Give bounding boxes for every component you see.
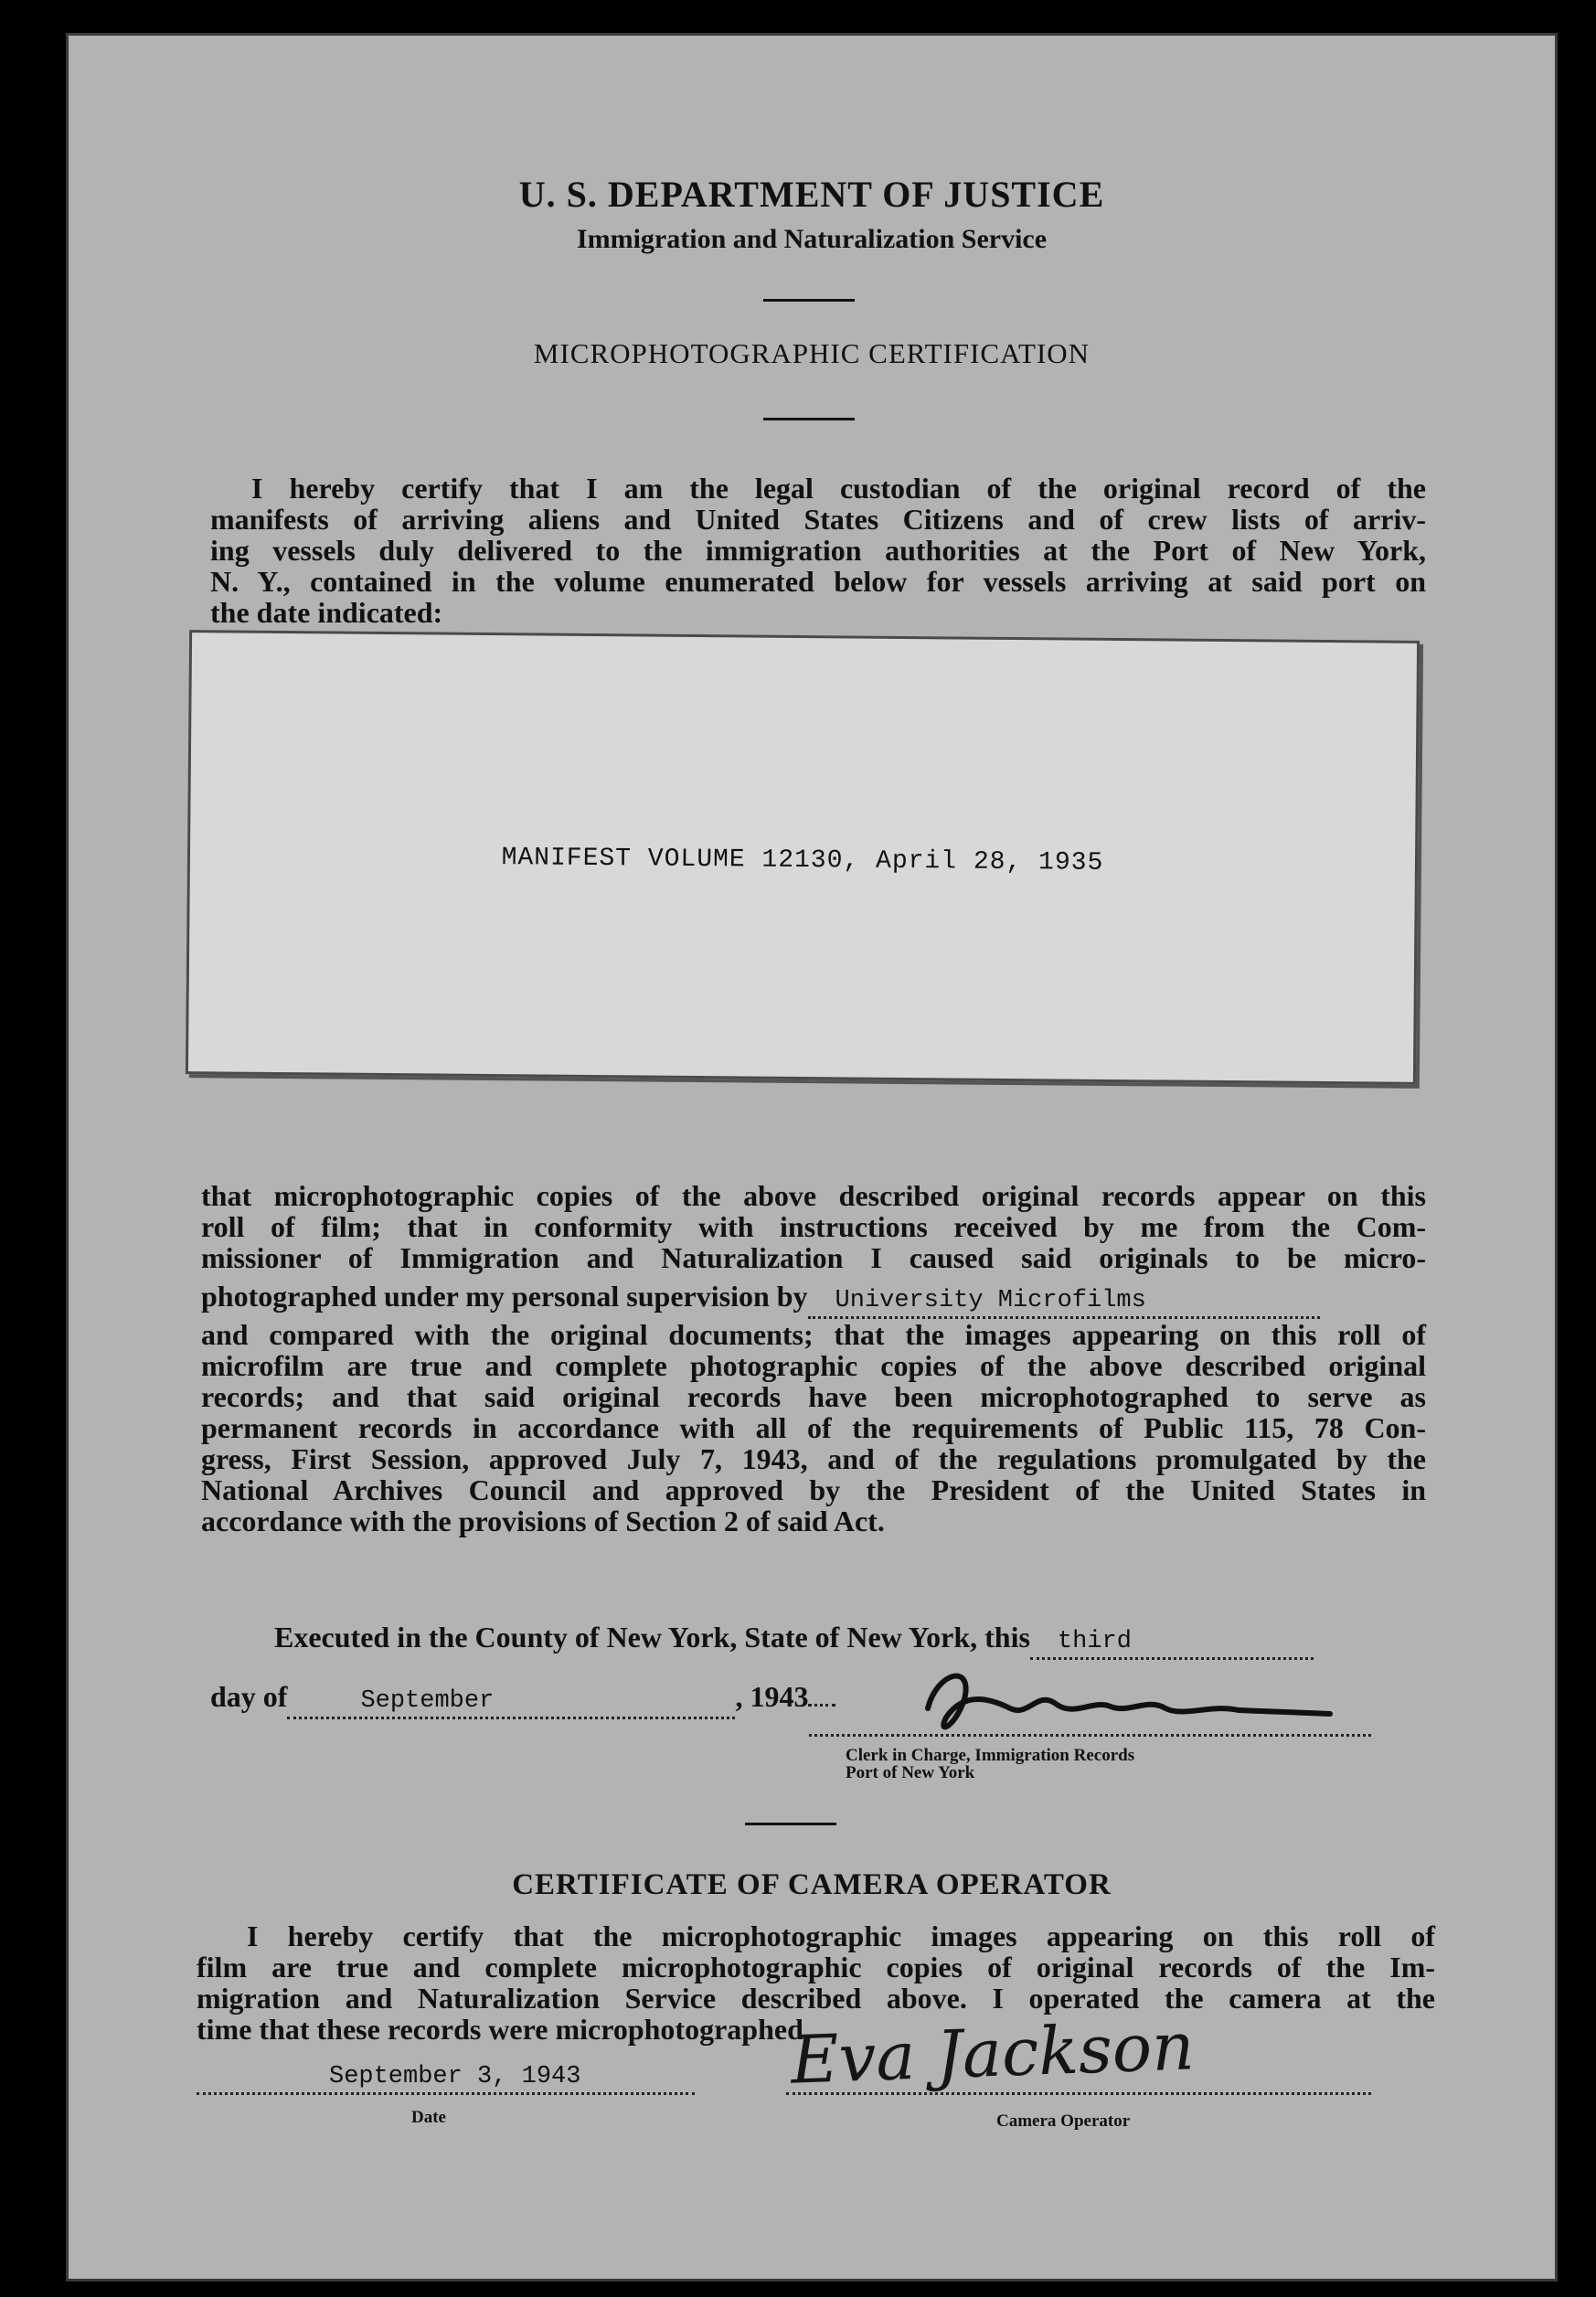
camera-line: film are true and complete microphotographic copies of original records of the Im- [197,1951,1435,1983]
clerk-signature [910,1654,1367,1754]
intro-line: manifests of arriving aliens and United States Citizens and of crew lists of arriv- [210,503,1426,536]
camera-line: I hereby certify that the microphotographic images appearing on this roll of [247,1919,1435,1952]
body-line: National Archives Council and approved by the President of the United States in [201,1473,1426,1506]
camera-date-value: September 3, 1943 [329,2063,581,2090]
supervisor-field: University Microfilms [808,1285,1320,1319]
intro-line: ing vessels duly delivered to the immigration authorities at the Port of New York, [210,534,1426,567]
clerk-title-line: Clerk in Charge, Immigration Records [846,1746,1135,1765]
certification-title: MICROPHOTOGRAPHIC CERTIFICATION [533,337,1091,369]
camera-operator-label: Camera Operator [996,2111,1131,2131]
day-of-label: day of [210,1680,288,1713]
body-paragraph [201,1180,1426,1537]
date-label: Date [411,2108,446,2127]
supervision-prefix: photographed under my personal supervision by [201,1280,808,1313]
intro-line: N. Y., contained in the volume enumerated below for vessels arriving at said port on [210,565,1426,598]
body-line: microfilm are true and complete photographic copies of the above described original [201,1349,1426,1382]
executed-year-field: 1943 [750,1680,809,1713]
body-line: accordance with the provisions of Section 2 of said Act. [201,1505,885,1537]
clerk-signature-line [809,1734,1371,1737]
intro-line: I hereby certify that I am the legal custodian of the original record of the [251,472,1426,505]
body-line: records; and that said original records have been microphotographed to serve as [201,1380,1426,1413]
divider-top [763,299,855,302]
intro-line: the date indicated: [210,596,443,629]
clerk-office-line: Port of New York [846,1763,975,1782]
manifest-entry: MANIFEST VOLUME 12130, April 28, 1935 [501,844,1104,877]
camera-date-line [197,2092,695,2095]
service-subheading: Immigration and Naturalization Service [576,224,1048,254]
intro-paragraph [210,473,1426,628]
camera-signature-line [786,2092,1371,2095]
certificate-sheet [66,33,1558,2281]
executed-prefix: Executed in the County of New York, State of New York, this [274,1621,1030,1654]
divider-bottom [745,1823,836,1825]
body-line: gress, First Session, approved July 7, 1943, and of the regulations promulgated by the [201,1442,1426,1475]
divider-mid [763,418,855,420]
department-heading: U. S. DEPARTMENT OF JUSTICE [518,174,1105,215]
body-line: missioner of Immigration and Naturalization I caused said originals to be micro- [201,1241,1426,1274]
body-line: roll of film; that in conformity with instructions received by me from the Com- [201,1210,1426,1243]
day-of-line: day of September , 1943 [210,1681,835,1719]
executed-month-field: September [287,1686,735,1719]
body-line: permanent records in accordance with all of the requirements of Public 115, 78 Con- [201,1411,1426,1444]
camera-line: migration and Naturalization Service described above. I operated the camera at the [197,1982,1435,2015]
supervision-line [201,1281,1426,1319]
manifest-box [186,630,1420,1085]
body-line: and compared with the original documents; that the images appearing on this roll of [201,1318,1426,1351]
camera-line: time that these records were microphotographed. [197,2013,811,2046]
camera-operator-signature: Eva Jackson [789,2007,1196,2099]
executed-day-field: third [1030,1626,1314,1660]
body-line: that microphotographic copies of the above described original records appear on this [201,1179,1426,1212]
clerk-title [846,1747,1134,1781]
camera-operator-title: CERTIFICATE OF CAMERA OPERATOR [512,1868,1112,1901]
